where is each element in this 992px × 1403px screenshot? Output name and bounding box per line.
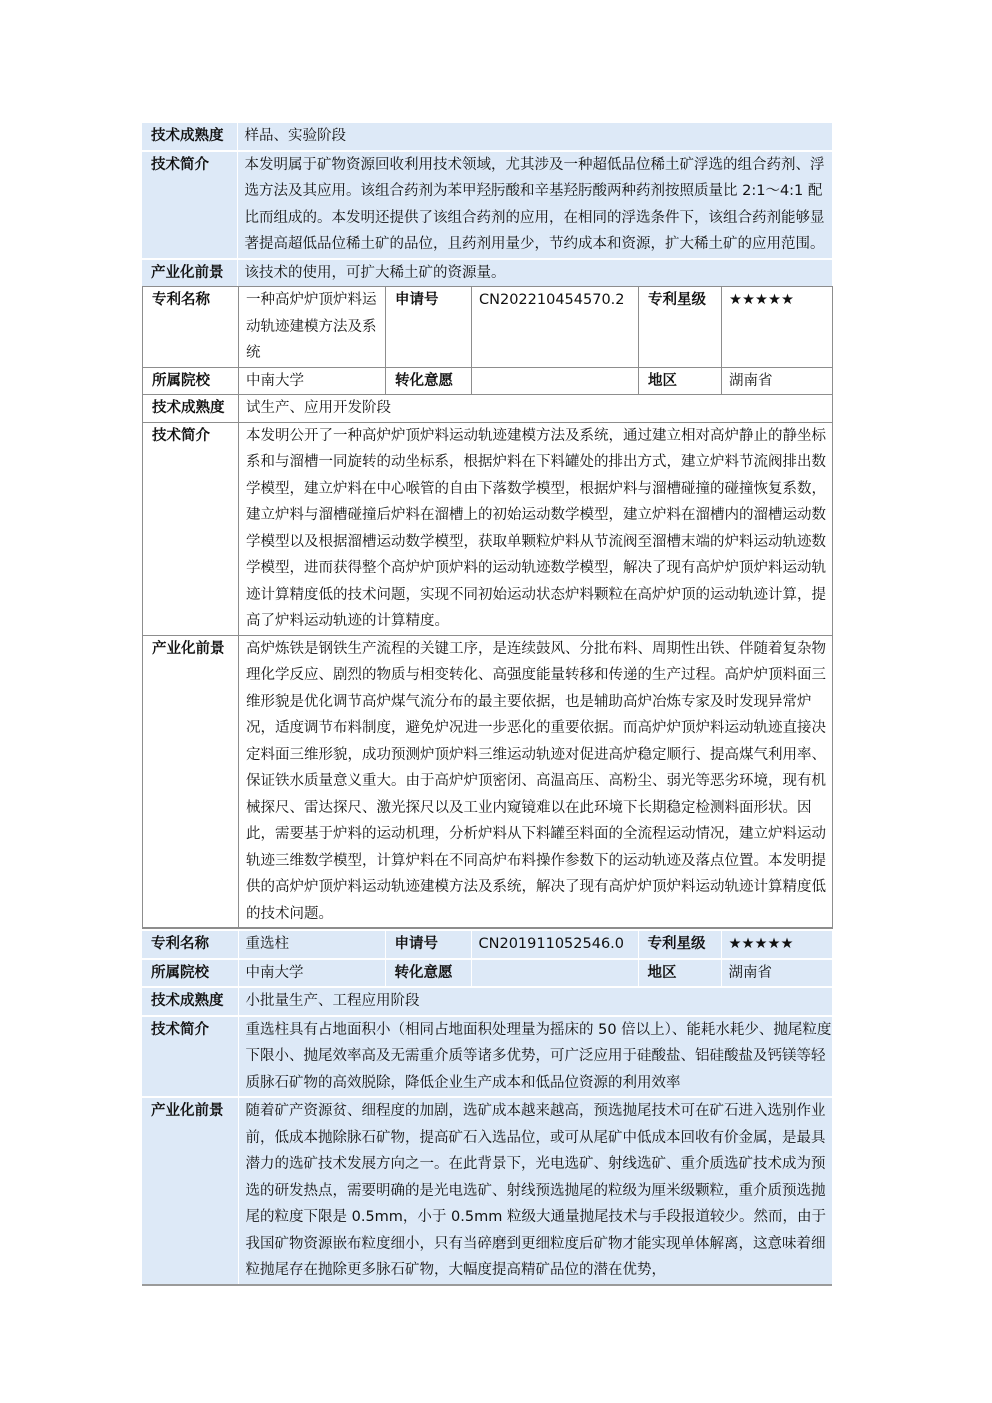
maturity-row <box>142 987 832 1016</box>
intent <box>472 367 639 395</box>
prospect-text: 高炉炼铁是钢铁生产流程的关键工序，是连续鼓风、分批布料、周期性出铁、伴随着复杂物理化学反应、剧烈的物质与相变转化、高强度能量转移和传递的生产过程。高炉炉顶料面三维形貌是优化调节高炉煤气流分布的最主要依据，也是辅助高炉冶炼专家及时发现异常炉况，适度调节布料制度，避免炉况进一步恶化的重要依据。而高炉炉顶炉料运动轨迹直接决定料面三维形貌，成功预测炉顶炉料三维运动轨迹对促进高炉稳定顺行、提高煤气利用率、保证铁水质量意义重大。由于高炉炉顶密闭、高温高压、高粉尘、弱光等恶劣环境，现有机械探尺、雷达探尺、激光探尺以及工业内窥镜难以在此环境下长期稳定检测料面形状。因此，需要基于炉料的运动机理，分析炉料从下料罐至料面的全流程运动情况，建立炉料运动轨迹三维数学模型，计算炉料在不同高炉布料操作参数下的运动轨迹及落点位置。本发明提供的高炉炉顶炉料运动轨迹建模方法及系统，解决了现有高炉炉顶炉料运动轨迹计算精度低的技术问题。 <box>239 635 833 928</box>
intent-label: 转化意愿 <box>385 959 471 988</box>
intent <box>471 959 638 988</box>
intent-label: 转化意愿 <box>386 367 472 395</box>
patent-header-row <box>143 287 833 368</box>
maturity-label: 技术成熟度 <box>143 395 239 423</box>
patent-block-2 <box>142 286 833 929</box>
prospect-text: 随着矿产资源贫、细程度的加剧，选矿成本越来越高，预选抛尾技术可在矿石进入选别作业前，低成本抛除脉石矿物，提高矿石入选品位，或可从尾矿中低成本回收有价金属，是最具潜力的选矿技术发展方向之一。在此背景下，光电选矿、射线选矿、重介质选矿技术成为预选的研发热点，需要明确的是光电选矿、射线预选抛尾的粒级为厘米级颗粒，重介质预选抛尾的粒度下限是 0.5mm，小于 0.5mm 粒级大通量抛尾技术与手段报道较少。然而，由于我国矿物资源嵌布粒度细小，只有当碎磨到更细粒度后矿物才能实现单体解离，这意味着细粒抛尾存在抛除更多脉石矿物，大幅度提高精矿品位的潜在优势， <box>238 1097 832 1285</box>
star-label: 专利星级 <box>639 287 722 368</box>
star-rating: ★★★★★ <box>721 930 832 959</box>
app-no-label: 申请号 <box>386 287 472 368</box>
maturity-value: 小批量生产、工程应用阶段 <box>238 987 832 1016</box>
intro-text: 本发明公开了一种高炉炉顶炉料运动轨迹建模方法及系统，通过建立相对高炉静止的静坐标系和与溜槽一同旋转的动坐标系，根据炉料在下料罐处的排出方式，建立炉料节流阀排出数学模型，建立炉料在中心喉管的自由下落数学模型，根据炉料与溜槽碰撞的碰撞恢复系数，建立炉料与溜槽碰撞后炉料在溜槽上的初始运动数学模型，建立炉料在溜槽内的溜槽运动数学模型以及根据溜槽运动数学模型，获取单颗粒炉料从节流阀至溜槽末端的炉料运动轨迹数学模型，进而获得整个高炉炉顶炉料的运动轨迹数学模型，解决了现有高炉炉顶炉料运动轨迹计算精度低的技术问题，实现不同初始运动状态炉料颗粒在高炉炉顶的运动轨迹计算，提高了炉料运动轨迹的计算精度。 <box>239 422 833 635</box>
prospect-row <box>142 1097 832 1285</box>
intro-label: 技术简介 <box>142 151 237 259</box>
patent-name-label: 专利名称 <box>143 287 239 368</box>
maturity-row <box>143 395 833 423</box>
prospect-row <box>143 635 833 928</box>
maturity-value: 样品、实验阶段 <box>237 122 832 151</box>
school-label: 所属院校 <box>142 959 238 988</box>
prospect-row <box>142 259 832 287</box>
intro-text: 重选柱具有占地面积小（相同占地面积处理量为摇床的 50 倍以上）、能耗水耗少、抛尾粒度下限小、抛尾效率高及无需重介质等诸多优势，可广泛应用于硅酸盐、铝硅酸盐及钙镁等轻质脉石矿物的高效脱除，降低企业生产成本和低品位资源的利用效率 <box>238 1016 832 1098</box>
maturity-label: 技术成熟度 <box>142 987 238 1016</box>
school-row <box>143 367 833 395</box>
patent-header-row <box>142 930 832 959</box>
patent-block-3 <box>142 929 832 1286</box>
patent-info-page <box>142 121 832 1286</box>
region-label: 地区 <box>639 367 722 395</box>
school: 中南大学 <box>238 959 385 988</box>
patent-name: 一种高炉炉顶炉料运动轨迹建模方法及系统 <box>239 287 386 368</box>
region-label: 地区 <box>638 959 721 988</box>
school-label: 所属院校 <box>143 367 239 395</box>
patent-name-label: 专利名称 <box>142 930 238 959</box>
app-no: CN202210454570.2 <box>472 287 639 368</box>
intro-text: 本发明属于矿物资源回收利用技术领域，尤其涉及一种超低品位稀土矿浮选的组合药剂、浮选方法及其应用。该组合药剂为苯甲羟肟酸和辛基羟肟酸两种药剂按照质量比 2:1～4:1 配比而组成的。本发明还提供了该组合药剂的应用，在相同的浮选条件下，该组合药剂能够显著提高超低品位稀土矿的品位，且药剂用量少，节约成本和资源，扩大稀土矿的应用范围。 <box>237 151 832 259</box>
app-no-label: 申请号 <box>385 930 471 959</box>
intro-row <box>142 151 832 259</box>
prospect-label: 产业化前景 <box>142 259 237 287</box>
star-label: 专利星级 <box>638 930 721 959</box>
intro-label: 技术简介 <box>143 422 239 635</box>
intro-row <box>142 1016 832 1098</box>
patent-name: 重选柱 <box>238 930 385 959</box>
intro-row <box>143 422 833 635</box>
patent-block-1 <box>142 121 832 286</box>
prospect-label: 产业化前景 <box>143 635 239 928</box>
maturity-value: 试生产、应用开发阶段 <box>239 395 833 423</box>
region: 湖南省 <box>721 959 832 988</box>
school: 中南大学 <box>239 367 386 395</box>
school-row <box>142 959 832 988</box>
prospect-text: 该技术的使用，可扩大稀土矿的资源量。 <box>237 259 832 287</box>
prospect-label: 产业化前景 <box>142 1097 238 1285</box>
maturity-label: 技术成熟度 <box>142 122 237 151</box>
maturity-row <box>142 122 832 151</box>
intro-label: 技术简介 <box>142 1016 238 1098</box>
region: 湖南省 <box>722 367 833 395</box>
star-rating: ★★★★★ <box>722 287 833 368</box>
app-no: CN201911052546.0 <box>471 930 638 959</box>
